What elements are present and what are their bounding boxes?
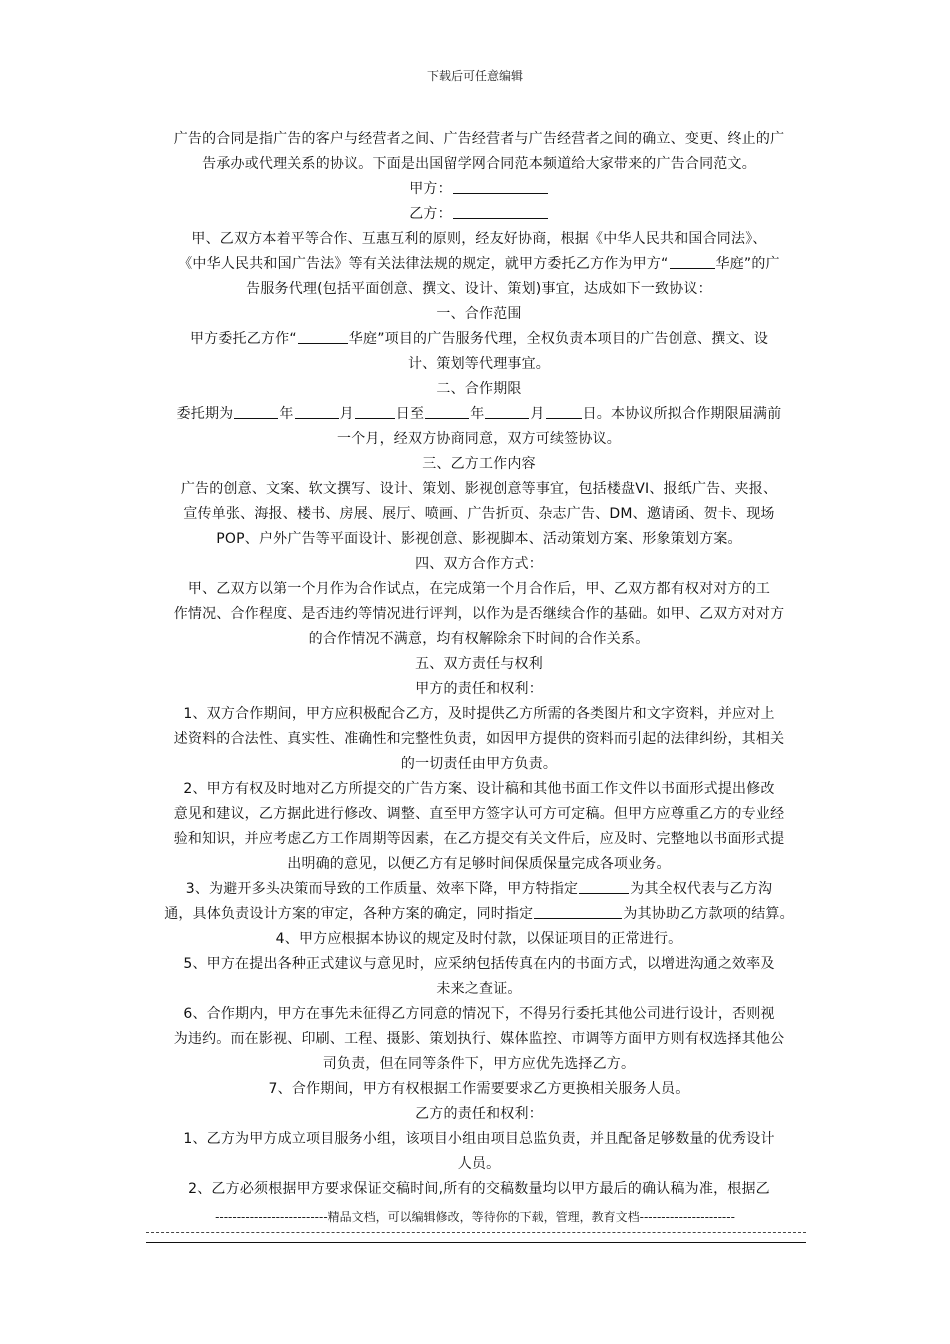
text-line [146, 652, 812, 677]
text-line [146, 927, 812, 952]
text-segment: 述资料的合法性、真实性、准确性和完整性负责，如因甲方提供的资料而引起的法律纠纷，其相关 [173, 731, 785, 747]
text-line [146, 552, 812, 577]
text-segment: 1、双方合作期间，甲方应积极配合乙方，及时提供乙方所需的各类图片和文字资料，并应对上 [183, 706, 775, 722]
text-segment: 华庭”项目的广告服务代理，全权负责本项目的广告创意、撰文、设 [348, 331, 769, 347]
text-segment: 7、合作期间，甲方有权根据工作需要要求乙方更换相关服务人员。 [268, 1081, 690, 1097]
text-line [146, 252, 812, 277]
text-segment: 通，具体负责设计方案的审定，各种方案的确定，同时指定 [164, 906, 534, 922]
text-line [146, 227, 812, 252]
text-segment: 1、乙方为甲方成立项目服务小组，该项目小组由项目总监负责，并且配备足够数量的优秀设计 [183, 1131, 775, 1147]
page-footer: --------------------------精品文档，可以编辑修改，等待你的下载，管理，教育文档---------------------- [215, 1210, 735, 1224]
text-line [146, 902, 812, 927]
fill-in-blank [534, 904, 622, 919]
text-segment: 《中华人民共和国广告法》等有关法律法规的规定，就甲方委托乙方作为甲方“ [178, 256, 669, 272]
text-segment: 委托期为 [176, 406, 234, 422]
text-segment: 4、甲方应根据本协议的规定及时付款，以保证项目的正常进行。 [275, 931, 683, 947]
text-segment: 出明确的意见，以便乙方有足够时间保质保量完成各项业务。 [287, 856, 671, 872]
text-line [146, 852, 812, 877]
text-segment: 华庭”的广 [715, 256, 780, 272]
text-segment: 验和知识，并应考虑乙方工作周期等因素，在乙方提交有关文件后，应及时、完整地以书面形式提 [173, 831, 785, 847]
text-segment: 的合作情况不满意，均有权解除余下时间的合作关系。 [308, 631, 650, 647]
page-header: 下载后可任意编辑 [426, 69, 523, 83]
text-segment: 乙方的责任和权利： [415, 1106, 543, 1122]
text-segment: 宣传单张、海报、楼书、房展、展厅、喷画、广告折页、杂志广告、DM、邀请函、贺卡、现场 [183, 506, 775, 522]
text-segment: 5、甲方在提出各种正式建议与意见时，应采纳包括传真在内的书面方式，以增进沟通之效率及 [183, 956, 775, 972]
footer-solid-rule [146, 1242, 806, 1243]
text-line [146, 1002, 812, 1027]
fill-in-blank [453, 179, 548, 194]
text-segment: 年 [279, 406, 294, 422]
text-line [146, 427, 812, 452]
text-line [146, 977, 812, 1002]
text-segment: 月 [339, 406, 354, 422]
text-line [146, 752, 812, 777]
text-line [146, 127, 812, 152]
text-line [146, 327, 812, 352]
text-segment: 广告的合同是指广告的客户与经营者之间、广告经营者与广告经营者之间的确立、变更、终止的广 [173, 131, 785, 147]
text-line [146, 477, 812, 502]
text-line [146, 527, 812, 552]
fill-in-blank [546, 404, 582, 419]
fill-in-blank [579, 879, 629, 894]
text-segment: 甲方委托乙方作“ [189, 331, 297, 347]
text-segment: 广告的创意、文案、软文撰写、设计、策划、影视创意等事宜，包括楼盘VI、报纸广告、夹报、 [180, 481, 778, 497]
text-segment: 为其全权代表与乙方沟 [630, 881, 773, 897]
text-segment: 为其协助乙方款项的结算。 [623, 906, 794, 922]
contract-body [146, 127, 812, 1202]
text-segment: 6、合作期内，甲方在事先未征得乙方同意的情况下，不得另行委托其他公司进行设计，否则视 [183, 1006, 775, 1022]
fill-in-blank [485, 404, 529, 419]
text-segment: 3、为避开多头决策而导致的工作质量、效率下降，甲方特指定 [185, 881, 579, 897]
text-segment: 年 [470, 406, 485, 422]
text-line [146, 1027, 812, 1052]
text-segment: 告承办或代理关系的协议。下面是出国留学网合同范本频道给大家带来的广告合同范文。 [202, 156, 756, 172]
text-segment: 甲、乙双方以第一个月作为合作试点，在完成第一个月合作后，甲、乙双方都有权对对方的工 [187, 581, 771, 597]
text-segment: 日。本协议所拟合作期限届满前 [582, 406, 782, 422]
text-segment: 意见和建议，乙方据此进行修改、调整、直至甲方签字认可方可定稿。但甲方应尊重乙方的专业经 [173, 806, 785, 822]
text-line [146, 952, 812, 977]
text-line [146, 1077, 812, 1102]
text-segment: 月 [530, 406, 545, 422]
text-line [146, 377, 812, 402]
text-segment: 2、甲方有权及时地对乙方所提交的广告方案、设计稿和其他书面工作文件以书面形式提出修改 [183, 781, 775, 797]
text-segment: 四、双方合作方式： [415, 556, 543, 572]
text-segment: 计、策划等代理事宜。 [408, 356, 550, 372]
text-line [146, 352, 812, 377]
text-segment: 司负责，但在同等条件下，甲方应优先选择乙方。 [322, 1056, 636, 1072]
text-line [146, 277, 812, 302]
text-line [146, 577, 812, 602]
fill-in-blank [355, 404, 395, 419]
text-line [146, 677, 812, 702]
text-line [146, 302, 812, 327]
text-segment: 人员。 [457, 1156, 501, 1172]
text-line [146, 1127, 812, 1152]
text-line [146, 177, 812, 202]
text-segment: 五、双方责任与权利 [415, 656, 543, 672]
text-line [146, 452, 812, 477]
text-segment: 为违约。而在影视、印刷、工程、摄影、策划执行、媒体监控、市调等方面甲方则有权选择其他公 [173, 1031, 785, 1047]
text-segment: 作情况、合作程度、是否违约等情况进行评判，以作为是否继续合作的基础。如甲、乙双方对对方 [173, 606, 785, 622]
text-segment: 甲方： [409, 181, 452, 197]
text-segment: 未来之查证。 [436, 981, 522, 997]
footer-dashed-rule [146, 1232, 806, 1233]
text-segment: 二、合作期限 [436, 381, 522, 397]
fill-in-blank [453, 204, 548, 219]
text-line [146, 1177, 812, 1202]
text-line [146, 602, 812, 627]
text-line [146, 152, 812, 177]
text-line [146, 827, 812, 852]
text-line [146, 877, 812, 902]
text-segment: 乙方： [409, 206, 452, 222]
text-line [146, 727, 812, 752]
fill-in-blank [670, 254, 715, 269]
text-line [146, 1152, 812, 1177]
text-segment: POP、户外广告等平面设计、影视创意、影视脚本、活动策划方案、形象策划方案。 [216, 531, 742, 547]
text-line [146, 802, 812, 827]
fill-in-blank [298, 329, 348, 344]
text-line [146, 627, 812, 652]
text-segment: 2、乙方必须根据甲方要求保证交稿时间,所有的交稿数量均以甲方最后的确认稿为准，根据乙 [188, 1181, 770, 1197]
text-line [146, 1052, 812, 1077]
text-segment: 一个月，经双方协商同意，双方可续签协议。 [337, 431, 621, 447]
text-segment: 日至 [395, 406, 425, 422]
text-segment: 的一切责任由甲方负责。 [400, 756, 558, 772]
text-segment: 甲、乙双方本着平等合作、互惠互利的原则，经友好协商，根据《中华人民共和国合同法》、 [191, 231, 767, 247]
text-segment: 告服务代理(包括平面创意、撰文、设计、策划)事宜，达成如下一致协议： [246, 281, 712, 297]
text-line [146, 402, 812, 427]
text-line [146, 1102, 812, 1127]
text-line [146, 702, 812, 727]
text-line [146, 777, 812, 802]
text-segment: 甲方的责任和权利： [415, 681, 543, 697]
fill-in-blank [295, 404, 339, 419]
text-line [146, 202, 812, 227]
fill-in-blank [425, 404, 469, 419]
text-segment: 一、合作范围 [436, 306, 522, 322]
text-line [146, 502, 812, 527]
fill-in-blank [234, 404, 278, 419]
text-segment: 三、乙方工作内容 [422, 456, 536, 472]
